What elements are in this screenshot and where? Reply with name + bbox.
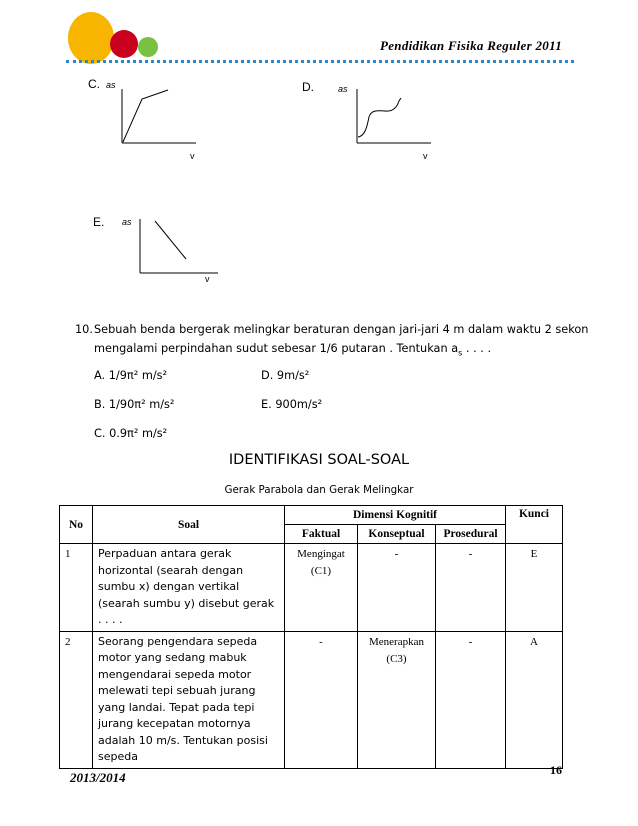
graph-e-xlabel: v (205, 274, 210, 284)
option-e: E. 900m/s² (261, 398, 323, 411)
graph-e-letter: E. (93, 215, 105, 229)
row-soal: Perpaduan antara gerak horizontal (searah dengan sumbu x) dengan vertikal (searah sumbu y) disebut gerak . . . . (93, 544, 285, 632)
header-title: Pendidikan Fisika Reguler 2011 (380, 38, 562, 53)
section-subtitle: Gerak Parabola dan Gerak Melingkar (224, 484, 414, 496)
row-soal: Seorang pengendara sepeda motor yang sedang mabuk mengendarai sepeda motor melewati tepi sebuah jurang yang landai. Tepat pada tepi jurang kecepatan motornya adalah 10 m/s. Tentukan posisi sepeda (93, 631, 285, 768)
logo-yellow-circle (68, 12, 114, 64)
question-10-number: 10. (75, 323, 93, 336)
identification-table (59, 505, 563, 769)
page-number: 16 (550, 763, 562, 777)
col-header-soal: Soal (93, 506, 285, 544)
graph-c-ylabel: as (106, 80, 116, 90)
row-no: 1 (60, 544, 93, 632)
row-konseptual: Menerapkan (C3) (358, 631, 436, 768)
option-c: C. 0.9π² m/s² (94, 427, 168, 440)
graph-d-xlabel: v (423, 151, 428, 161)
col-header-prosedural: Prosedural (436, 525, 506, 544)
graph-d-letter: D. (302, 80, 314, 94)
graph-d-ylabel: as (338, 84, 348, 94)
graph-e-plot (130, 215, 230, 280)
table-row (60, 631, 563, 768)
question-10-line1: Sebuah benda bergerak melingkar beraturan dengan jari-jari 4 m dalam waktu 2 sekon (94, 323, 589, 336)
col-header-kunci: Kunci (506, 506, 563, 544)
col-header-faktual: Faktual (285, 525, 358, 544)
graph-d-plot (345, 85, 445, 150)
logo-green-circle (138, 37, 158, 57)
row-faktual: Mengingat (C1) (285, 544, 358, 632)
table-header-row (60, 506, 563, 525)
option-a: A. 1/9π² m/s² (94, 369, 168, 382)
row-konseptual: - (358, 544, 436, 632)
section-title: IDENTIFIKASI SOAL-SOAL (228, 452, 410, 468)
graph-c-letter: C. (88, 77, 100, 91)
graph-c-xlabel: v (190, 151, 195, 161)
option-b: B. 1/90π² m/s² (94, 398, 175, 411)
table-row (60, 544, 563, 632)
footer-year: 2013/2014 (70, 770, 126, 785)
row-prosedural: - (436, 631, 506, 768)
row-kunci: E (506, 544, 563, 632)
row-faktual: - (285, 631, 358, 768)
option-d: D. 9m/s² (261, 369, 310, 382)
row-kunci: A (506, 631, 563, 768)
header-dotted-rule (66, 60, 574, 63)
col-header-konseptual: Konseptual (358, 525, 436, 544)
graph-e-ylabel: as (122, 217, 132, 227)
row-prosedural: - (436, 544, 506, 632)
logo-red-circle (110, 30, 138, 58)
row-no: 2 (60, 631, 93, 768)
col-header-no: No (60, 506, 93, 544)
question-10-line2: mengalami perpindahan sudut sebesar 1/6 putaran . Tentukan $a_s$ . . . . (94, 342, 492, 358)
graph-c-plot (110, 85, 210, 150)
col-header-dimensi: Dimensi Kognitif (285, 506, 506, 525)
